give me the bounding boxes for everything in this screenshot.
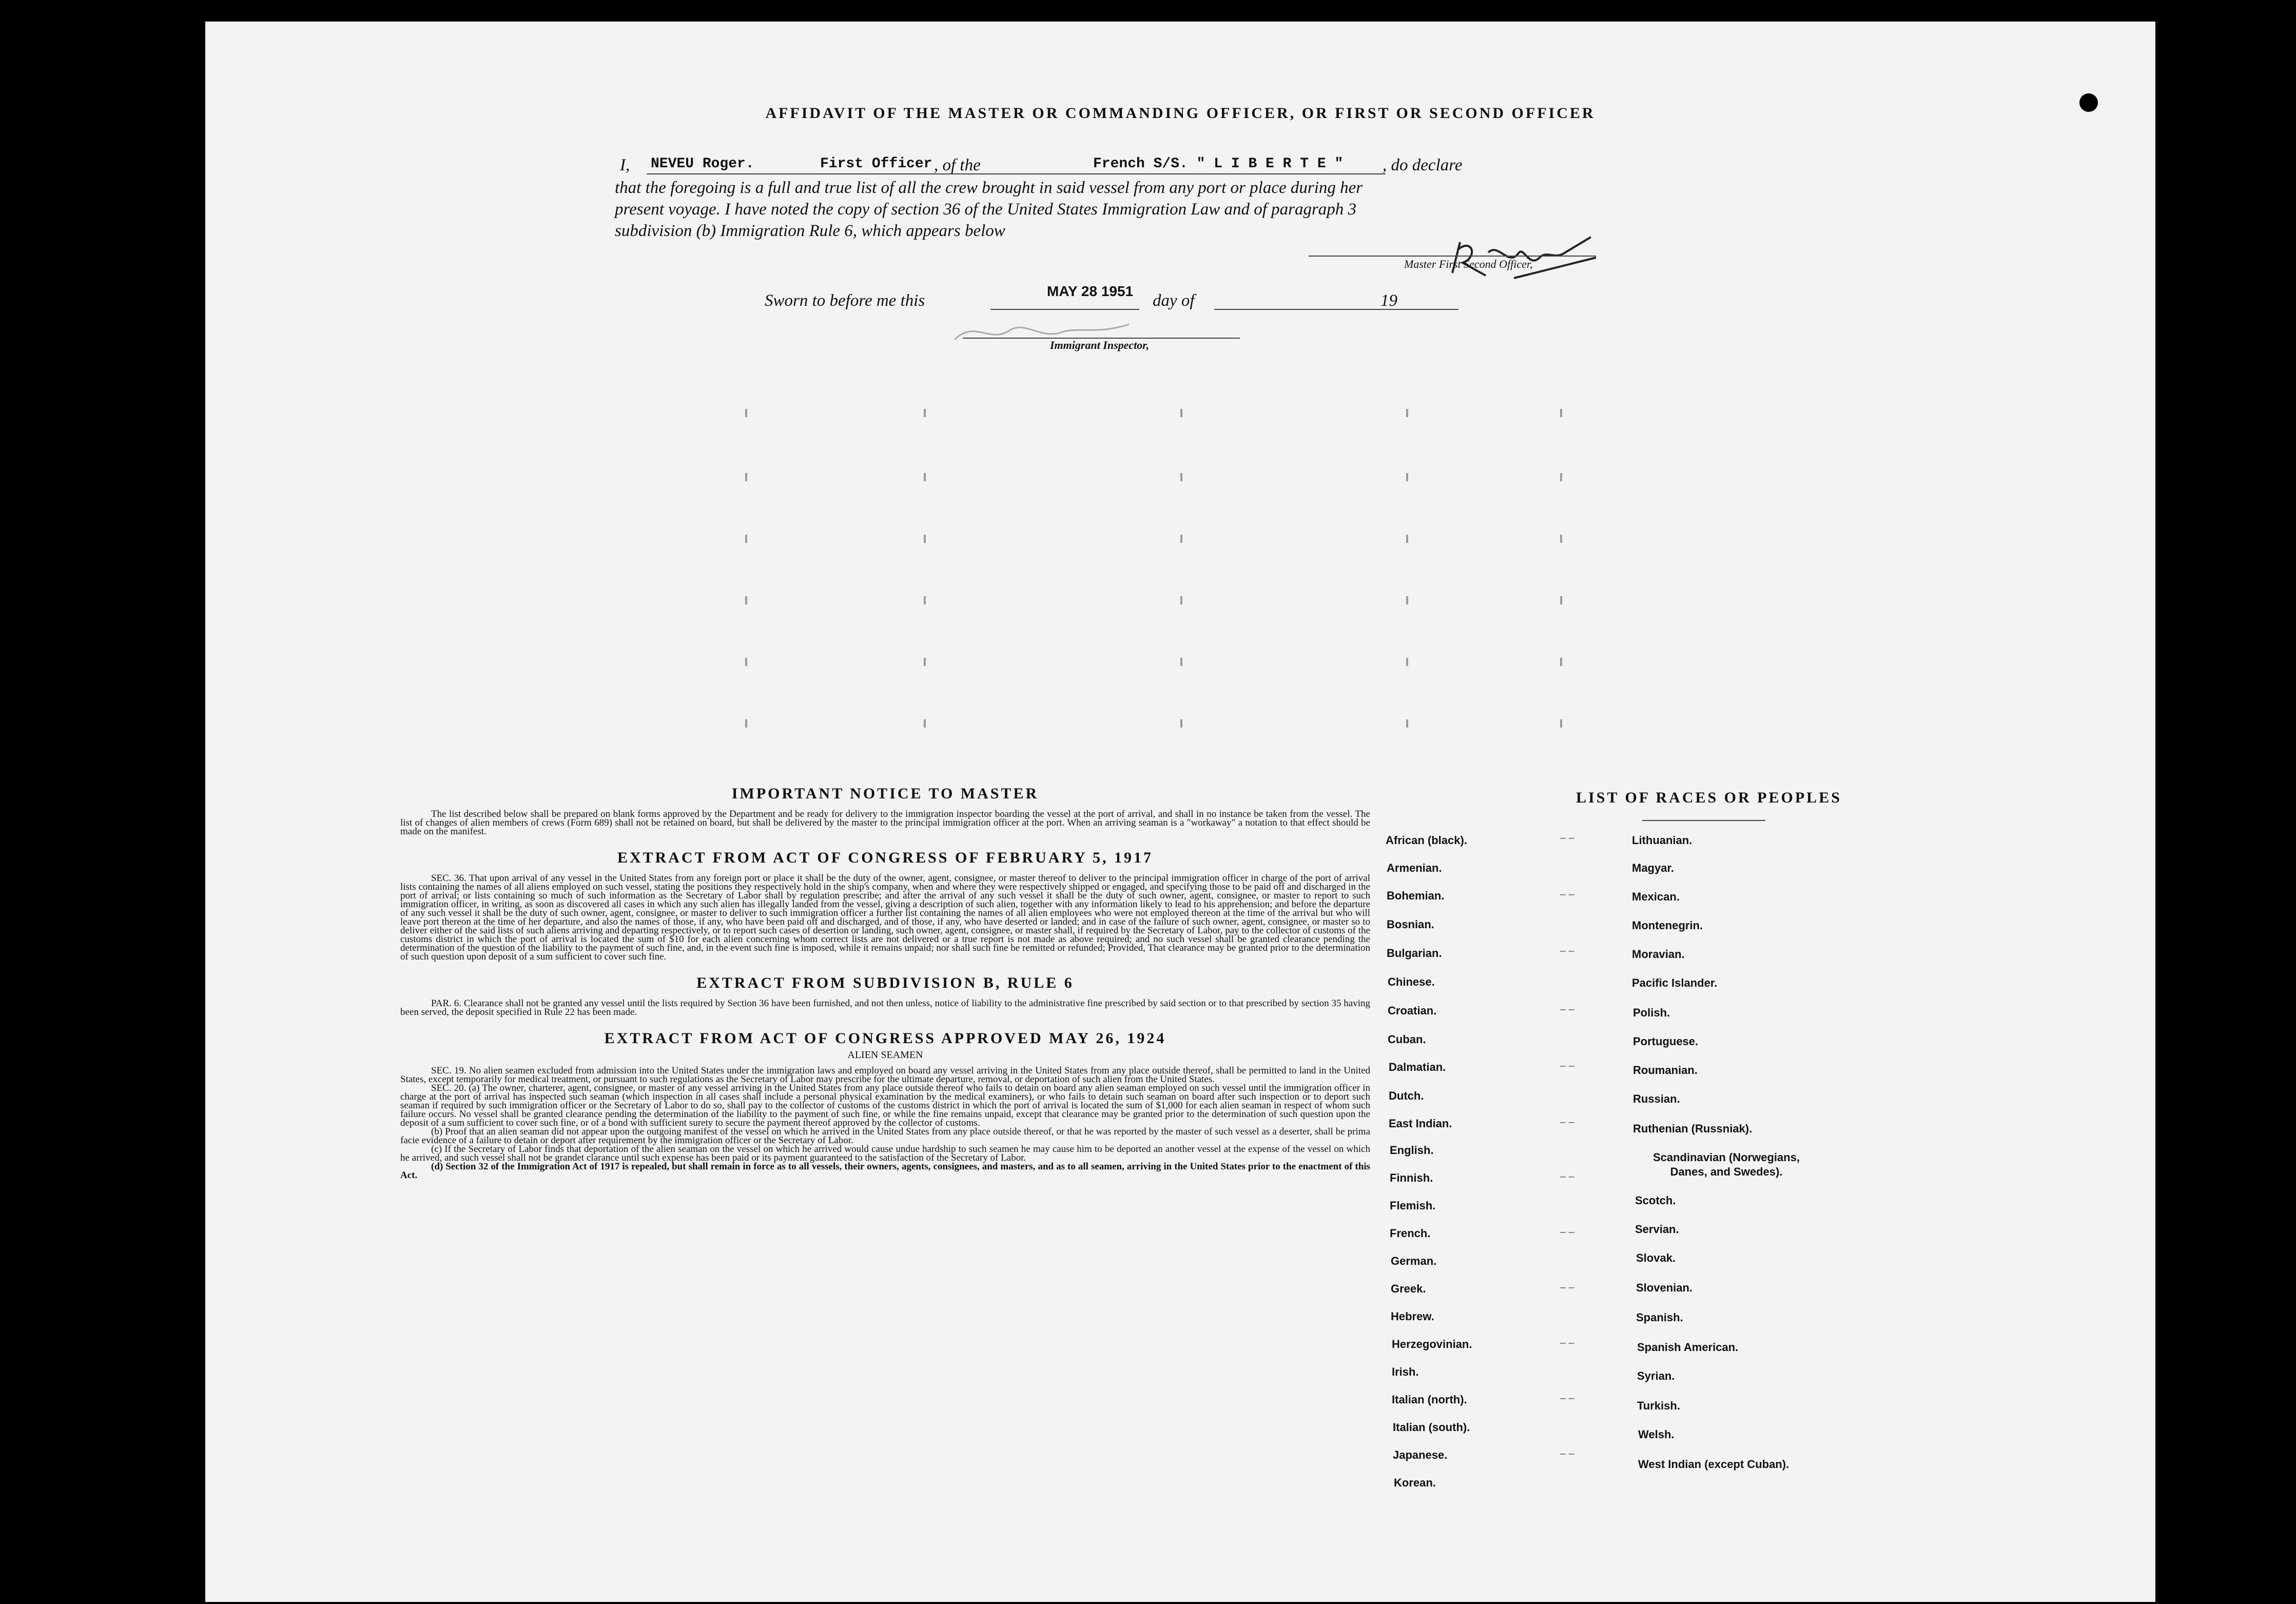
punch-hole — [2208, 236, 2233, 262]
race-left-item: Bosnian. — [1387, 918, 1434, 931]
race-right-item: Lithuanian. — [1632, 834, 1692, 847]
race-left-item: Dutch. — [1389, 1089, 1424, 1102]
race-right-item: Pacific Islander. — [1632, 976, 1718, 989]
extract-1924-sec19: SEC. 19. No alien seamen excluded from admission into the United States under the immigration laws and employed on board any vessel arriving in the United States from any place outside thereof, shall be permitted to land in the United States, except temporarily for medical treatment, or pursuant to such regulations as the Secretary of Labor may prescribe for the ultimate departure, removal, or deportation of such alien from the United States. — [400, 1065, 1370, 1085]
race-left-item: Herzegovinian. — [1392, 1338, 1472, 1351]
punch-hole — [2208, 1339, 2233, 1365]
race-left-item: African (black). — [1386, 834, 1467, 847]
vessel-name: French S/S. " L I B E R T E " — [1093, 156, 1344, 172]
extract-1917-title: EXTRACT FROM ACT OF CONGRESS OF FEBRUARY 5, 1917 — [617, 849, 1154, 866]
officer-name: NEVEU Roger. — [651, 156, 754, 172]
declaration-line-1 — [620, 156, 1800, 179]
punch-hole — [2208, 1421, 2233, 1447]
race-left-item: Croatian. — [1388, 1004, 1437, 1017]
race-right-item: West Indian (except Cuban). — [1638, 1458, 1789, 1471]
race-right-item: Spanish American. — [1637, 1341, 1739, 1354]
rule6-title: EXTRACT FROM SUBDIVISION B, RULE 6 — [696, 974, 1074, 991]
race-right-item: Syrian. — [1637, 1370, 1675, 1382]
punch-hole — [2208, 474, 2233, 500]
race-right-item: Scotch. — [1635, 1194, 1676, 1207]
officer-signature — [1437, 222, 1601, 288]
extract-1924-sec20a: SEC. 20. (a) The owner, charterer, agent, consignee, or master of any vessel arriving in the United States from any place outside thereof who fails to detain on board any alien seaman employed on such vessel until the immigration officer in charge at the port of arrival has inspected such seaman (which inspection in all cases shall include a personal physical examination by the medical examiners), or who fails to detain such seaman on board after such inspection or to deport such seaman if required by such immigration officer or the Secretary of Labor to do so, shall pay to the collector of customs of the customs district in which the port of arrival is located the sum of $1,000 for each alien seaman in respect of whom such failure occurs. No vessel shall be granted clearance pending the determination of the liability to the payment of such fine, or while the fine remains unpaid, except that clearance may be granted prior to the determination of such question upon the deposit of a sum sufficient to cover such fine, or of a bond with sufficient surety to secure the payment thereof approved by the collector of customs. — [400, 1083, 1370, 1128]
extract-1924-subtitle: ALIEN SEAMEN — [847, 1049, 923, 1061]
race-right-item: Slovak. — [1636, 1251, 1676, 1264]
race-left-item: English. — [1390, 1144, 1434, 1157]
race-left-item: Bohemian. — [1387, 889, 1445, 902]
declaration-line-3: present voyage. I have noted the copy of section 36 of the United States Immigration Law and of paragraph 3 — [615, 200, 1357, 219]
race-left-item: Chinese. — [1388, 975, 1435, 988]
race-left-item: East Indian. — [1389, 1117, 1452, 1130]
race-right-item: Polish. — [1633, 1006, 1670, 1019]
races-title: LIST OF RACES OR PEOPLES — [1576, 789, 1842, 806]
punch-hole — [2208, 153, 2233, 179]
race-right-item: Moravian. — [1632, 948, 1685, 961]
declaration-line-2: that the foregoing is a full and true list of all the crew brought in said vessel from any port or place during her — [615, 179, 1363, 197]
race-right-item: Welsh. — [1638, 1428, 1675, 1441]
race-left-item: French. — [1390, 1227, 1431, 1240]
race-left-item: Cuban. — [1388, 1033, 1426, 1046]
race-right-item: Scandinavian (Norwegians, Danes, and Swedes). — [1652, 1151, 1800, 1178]
race-left-item: Irish. — [1392, 1365, 1419, 1378]
race-right-item: Servian. — [1635, 1223, 1679, 1236]
race-left-item: Flemish. — [1390, 1199, 1436, 1212]
notice-section — [400, 785, 1370, 1180]
rule6-text: PAR. 6. Clearance shall not be granted any vessel until the lists required by Section 36 have been furnished, and not then unless, notice of liability to the administrative fine prescribed by said section or to that prescribed by section 35 having been served, the deposit specified in Rule 22 has been made. — [400, 998, 1370, 1018]
sworn-prefix: Sworn to before me this — [765, 291, 925, 310]
race-left-item: Italian (south). — [1393, 1421, 1470, 1434]
punch-hole — [2079, 93, 2098, 112]
day-of-text: day of — [1153, 291, 1195, 310]
race-left-item: Bulgarian. — [1387, 947, 1442, 960]
date-stamp: MAY 28 1951 — [1047, 283, 1134, 299]
punch-hole — [2208, 1109, 2233, 1135]
officer-rank: First Officer — [820, 156, 932, 172]
punch-hole — [2208, 557, 2233, 583]
race-right-item: Ruthenian (Russniak). — [1633, 1122, 1753, 1135]
punch-hole — [2208, 1026, 2233, 1052]
of-the-text: , of the — [934, 156, 981, 174]
extract-1924-sec20b: (b) Proof that an alien seaman did not appear upon the outgoing manifest of the vessel on which he arrived in the United States from any place outside thereof, or that he was reported by the master of such vessel as a deserter, shall be prima facie evidence of a failure to detain or deport after requirement by the immigration officer or the Secretary of Labor. — [400, 1126, 1370, 1146]
year-prefix: 19 — [1380, 291, 1397, 310]
race-left-item: Hebrew. — [1391, 1310, 1434, 1323]
race-left-item: Armenian. — [1387, 862, 1442, 874]
extract-1924-title: EXTRACT FROM ACT OF CONGRESS APPROVED MAY 26, 1924 — [604, 1030, 1166, 1047]
notice-title: IMPORTANT NOTICE TO MASTER — [731, 785, 1039, 802]
extract-1924-sec20c: (c) If the Secretary of Labor finds that deportation of the alien seaman on the vessel on which he arrived would cause undue hardship to such seamen he may cause him to be deported an another vessel at the expense of the vessel on which he arrived, and such vessel shall not be grandet clarance until such expense has been paid or its payment guaranteed to the satisfaction of the Secretary of Labor. — [400, 1144, 1370, 1163]
race-right-item: Portuguese. — [1633, 1035, 1699, 1048]
race-right-item: Mexican. — [1632, 890, 1680, 903]
race-left-item: Korean. — [1394, 1476, 1436, 1489]
inspector-caption: Immigrant Inspector, — [1050, 339, 1150, 351]
notice-text: The list described below shall be prepared on blank forms approved by the Department and be ready for delivery to the immigration inspector boarding the vessel at the port of arrival, and shall in no instance be taken from the vessel. The list of changes of alien members of crews (Form 689) shall not be retained on board, but shall be delivered by the master to the principal immigration officer at the port. When an arriving seaman is a "workaway" a notation to that effect should be made on the manifest. — [400, 809, 1370, 837]
race-left-item: German. — [1391, 1255, 1437, 1267]
race-left-item: Dalmatian. — [1389, 1061, 1446, 1073]
race-right-item: Magyar. — [1632, 862, 1674, 874]
race-right-item: Roumanian. — [1633, 1064, 1698, 1077]
extract-1917-text: SEC. 36. That upon arrival of any vessel in the United States from any foreign port or place it shall be the duty of the owner, agent, consignee, or master thereof to deliver to the principal immigration officer in charge of the port of arrival lists containing the names of all aliens employed on such vessel, stating the positions they respectively hold in the ship's company, when and where they were respectively shipped or engaged, and specifying those to be paid off and discharged in the port of arrival; or lists containing so much of such information as the Secretary of Labor shall by regulation prescribe; and after the arrival of any such vessel it shall be the duty of such owner, agent, consignee, or master to report to such immigration officer, in writing, as soon as discovered all cases in which any such alien has illegally landed from the vessel, giving a description of such alien, together with any information likely to lead to his apprehension; and before the departure of any such vessel it shall be the duty of such owner, agent, consignee, or master to deliver to such immigration officer a further list containing the names of all alien employees who were not employed thereon at the time of the arrival but who will leave port thereon at the time of her departure, and also the names of those, if any, who have been paid off and discharged, and of those, if any, who have deserted or landed; and in case of the failure of such owner, agent, consignee, or master so to deliver either of the said lists of such aliens arriving and departing respectively, or to report such cases of desertion or landing, such owner, agent, consignee, or master shall, if required by the Secretary of Labor, pay to the collector of customs of the customs district in which the port of arrival is located the sum of $10 for each alien concerning whom correct lists are not delivered or a true report is not made as above required; and no such vessel shall be granted clearance pending the determination of the question of the liability to the payment of such fine, and, in the event such fine is imposed, while it remains unpaid; nor shall such fine be remitted or refunded; Provided, That clearance may be granted prior to the determination of such question upon deposit of a sum sufficient to cover such fine. — [400, 873, 1370, 962]
race-right-item: Turkish. — [1637, 1399, 1680, 1412]
race-right-item: Spanish. — [1636, 1311, 1683, 1324]
race-right-item: Slovenian. — [1636, 1281, 1693, 1294]
declaration-line-4: subdivision (b) Immigration Rule 6, which appears below — [615, 222, 1005, 240]
affidavit-title: AFFIDAVIT OF THE MASTER OR COMMANDING OFFICER, OR FIRST OR SECOND OFFICER — [765, 105, 1595, 122]
race-left-item: Italian (north). — [1392, 1393, 1467, 1406]
signature-caption: Master First Second Officer, — [1404, 258, 1533, 270]
document-page: AFFIDAVIT OF THE MASTER OR COMMANDING OFFICER, OR FIRST OR SECOND OFFICER I, NEVEU Roger. First Officer , of the French S/S. " L I B E R T E " , do declare that the foregoing is a full and true list of all the crew brought in said vessel from any port or place during her present voyage. I have noted the copy of section 36 of the United States Immigration Law and of paragraph 3 subdivision (b) Immigration Rule 6, which appears below Master First Second Officer, Sworn to before me this MAY 28 1951 day of 19 Immigrant Inspector, IMPORTANT NOTICE TO MASTER The list described below shall be prepared on blank forms approved by the Department and be ready for delivery to the immigration inspector boarding the vessel at the port of arrival, and shall in no instance be taken from the vessel. The list of changes of alien members of crews (Form 689) shall not be retained on board, but shall be delivered by the master to the principal immigration officer at the port. When an arriving seaman is a "workaway" a notation to that effect should be made on the manifest. EXTRACT FROM ACT OF CONGRESS OF FEBRUARY 5, 1917 SEC. 36. That upon arrival of any vessel in the United States from any foreign port or place it shall be the duty of the owner, agent, consignee, or master thereof to deliver to the principal immigration officer in charge of the port of arrival lists containing the names of all aliens employed on such vessel, stating the positions they respectively hold in the ship's company, when and where they were respectively shipped or engaged, and specifying those to be paid off and discharged in the port of arrival; or lists containing so much of such information as the Secretary of Labor shall by regulation prescribe; and after the arrival of any such vessel it shall be the duty of such owner, agent, consignee, or master to report to such immigration officer, in writing, as soon as discovered all cases in which any such alien has illegally landed from the vessel, giving a description of such alien, together with any information likely to lead to his apprehension; and before the departure of any such vessel it shall be the duty of such owner, agent, consignee, or master to deliver to such immigration officer a further list containing the names of all alien employees who were not employed thereon at the time of the arrival but who will leave port thereon at the time of her departure, and also the names of those, if any, who have been paid off and discharged, and of those, if any, who have deserted or landed; and in case of the failure of such owner, agent, consignee, or master so to deliver either of the said lists of such aliens arriving and departing respectively, or to report such cases of desertion or landing, such owner, agent, consignee, or master shall, if required by the Secretary of Labor, pay to the collector of customs of the customs district in which the port of arrival is located the sum of $10 for each alien concerning whom correct lists are not delivered or a true report is not made as above required; and no such vessel shall be granted clearance pending the determination of the question of the liability to the payment of such fine, and, in the event such fine is imposed, while it remains unpaid; nor shall such fine be remitted or refunded; Provided, That clearance may be granted prior to the determination of such question upon deposit of a sum sufficient to cover such fine. EXTRACT FROM SUBDIVISION B, RULE 6 PAR. 6. Clearance shall not be granted any vessel until the lists required by Section 36 have been furnished, and not then unless, notice of liability to the administrative fine prescribed by said section or to that prescribed by section 35 having been served, the deposit specified in Rule 22 has been made. EXTRACT FROM ACT OF CONGRESS APPROVED MAY 26, 1924 ALIEN SEAMEN SEC. 19. No alien seamen excluded from admission into the United States under the immigration laws and employed on board any vessel arriving in the United States from any place outside thereof, shall be permitted to land in the United States, except temporarily for medical treatment, or pursuant to such regulations as the Secretary of Labor may prescribe for the ultimate departure, removal, or deportation of such alien from the United States. SEC. 20. (a) The owner, charterer, agent, consignee, or master of any vessel arriving in the United States from any place outside thereof who fails to detain on board any alien seaman employed on such vessel until the immigration officer in charge at the port of arrival has inspected such seaman (which inspection in all cases shall include a personal physical examination by the medical examiners), or who fails to detain such seaman on board after such inspection or to deport such seaman if required by such immigration officer or the Secretary of Labor to do so, shall pay to the collector of customs of the customs district in which the port of arrival is located the sum of $1,000 for each alien seaman in respect of whom such failure occurs. No vessel shall be granted clearance pending the determination of the liability to the payment of such fine, or while the fine remains unpaid, except that clearance may be granted prior to the determination of such question upon the deposit of a sum sufficient to cover such fine, or of a bond with sufficient surety to secure the payment thereof approved by the collector of customs. (b) Proof that an alien seaman did not appear upon the outgoing manifest of the vessel on which he arrived in the United States from any place outside thereof, or that he was reported by the master of such vessel as a deserter, shall be prima facie evidence of a failure to detain or deport after requirement by the immigration officer or the Secretary of Labor. (c) If the Secretary of Labor finds that deportation of the alien seaman on the vessel on which he arrived would cause undue hardship to such seamen he may cause him to be deported an another vessel at the expense of the vessel on which he arrived, and such vessel shall not be grandet clarance until such expense has been paid or its payment guaranteed to the satisfaction of the Secretary of Labor. (d) Section 32 of the Immigration Act of 1917 is repealed, but shall remain in force as to all vessels, their owners, agents, consignees, and masters, and as to all seamen, arriving in the United States prior to the enactment of this Act. LIST OF RACES OR PEOPLES African (black). Armenian. Bohemian. Bosnian. Bulgarian. Chinese. Croatian. Cuban. Dalmatian. Dutch. East Indian. English. Finnish. Flemish. French. German. Greek. Hebrew. Herzegovinian. Irish. Italian (north). Italian (south). Japanese. Korean. – – – – – – – – – – – – – – – – – – – – – – – – Lithuanian. Magyar. Mexican. Montenegrin. Moravian. Pacific Islander. Polish. Portuguese. Roumanian. Russian. Ruthenian (Russniak). Scandinavian (Norwegians, Danes, and Swedes). Scotch. Servian. Slovak. Slovenian. Spanish. Spanish American. Syrian. Turkish. Welsh. West Indian (except Cuban). — [205, 22, 2155, 1602]
race-left-item: Finnish. — [1390, 1171, 1433, 1184]
race-left-item: Greek. — [1391, 1282, 1426, 1295]
race-right-item: Montenegrin. — [1632, 919, 1703, 932]
extract-1924-sec20d: (d) Section 32 of the Immigration Act of 1917 is repealed, but shall remain in force as to all vessels, their owners, agents, consignees, and masters, and as to all seamen, arriving in the United States prior to the enactment of this Act. — [400, 1161, 1370, 1181]
do-declare-text: , do declare — [1383, 156, 1463, 174]
race-right-item: Russian. — [1633, 1092, 1680, 1105]
race-left-item: Japanese. — [1393, 1449, 1448, 1461]
declaration-prefix: I, — [620, 156, 630, 174]
